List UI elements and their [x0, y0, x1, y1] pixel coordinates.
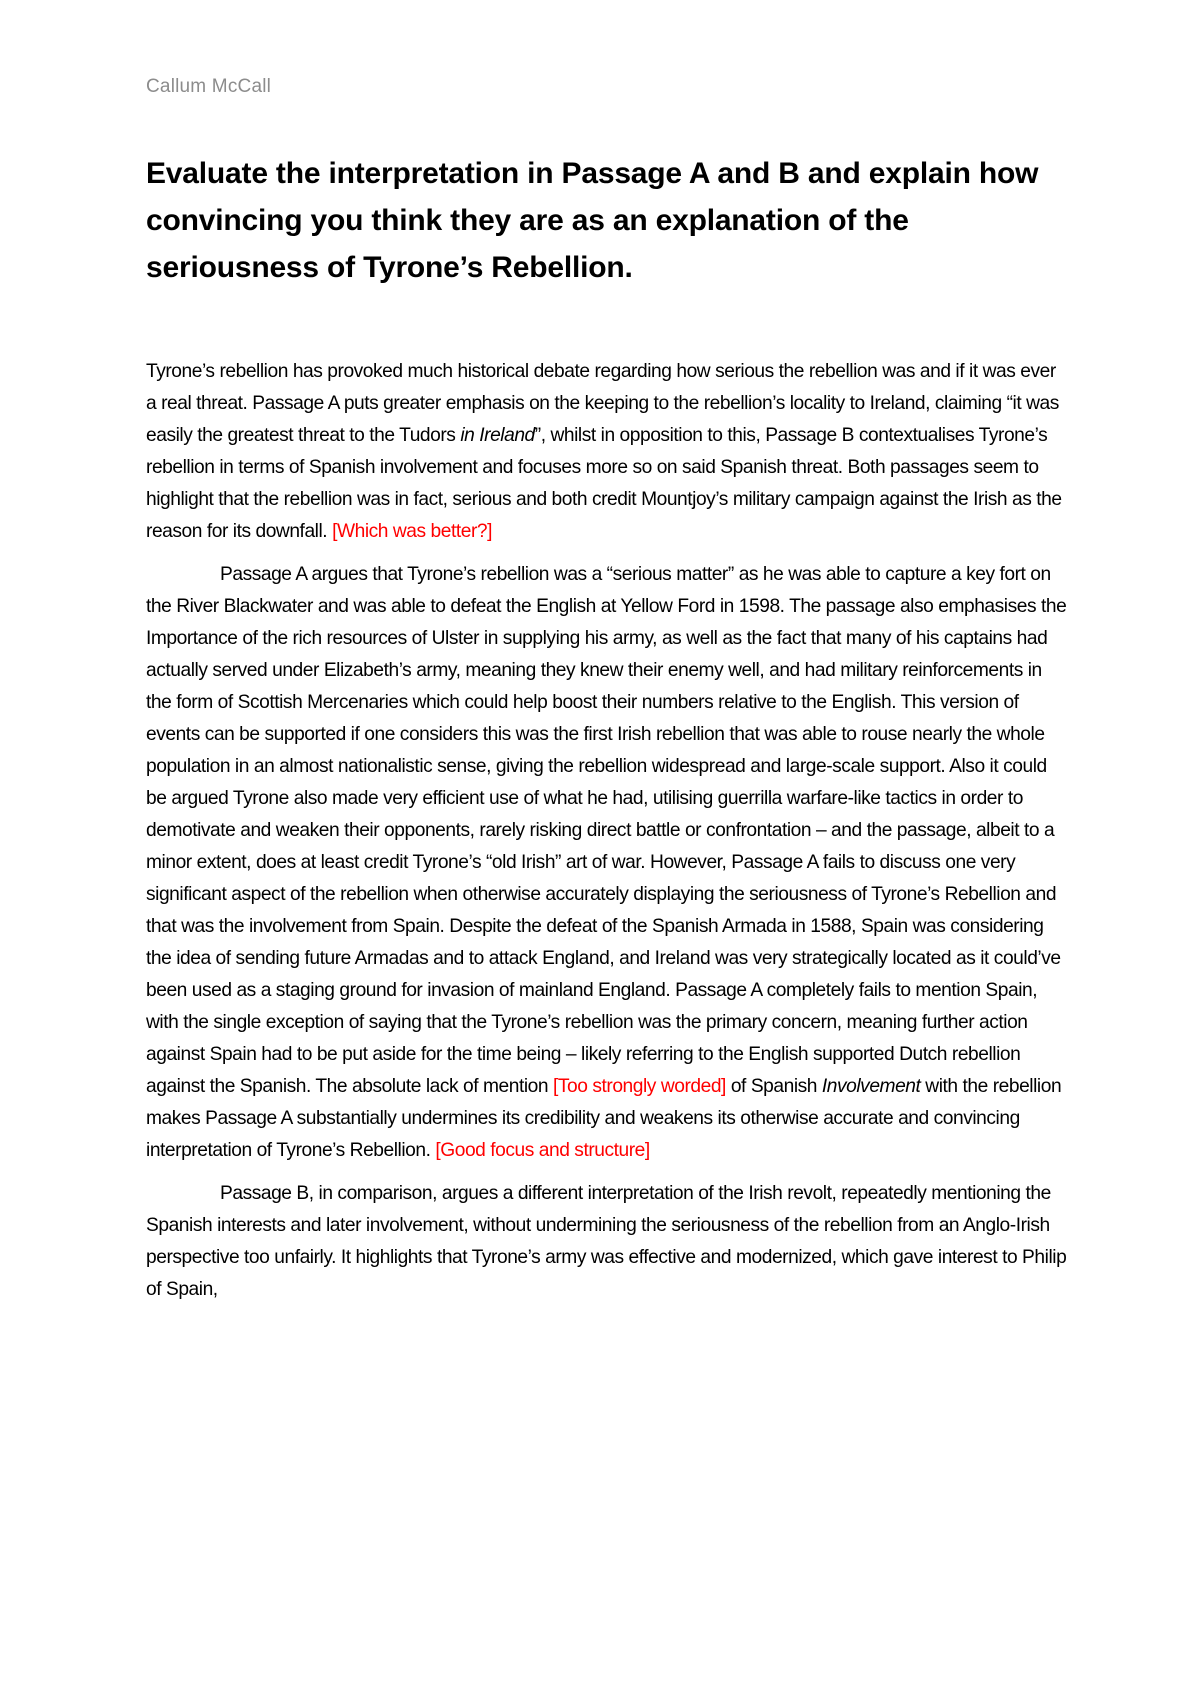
essay-body — [146, 356, 1070, 1317]
teacher-comment: [Good focus and structure] — [435, 1140, 650, 1161]
paragraph-text: ”, whilst in opposition to this, Passage B contextualises Tyrone’s rebellion in terms of Spanish involvement and focuses more so on said Spanish threat. Both passages seem to highlight that the rebellion was in fact, serious and both credit Mountjoy’s military campaign against the Irish as the reason for its downfall. — [146, 425, 1062, 542]
paragraph-passage-b — [146, 1178, 1070, 1306]
paragraph-text: Passage B, in comparison, argues a different interpretation of the Irish revolt, repeatedly mentioning the Spanish interests and later involvement, without undermining the seriousness of the rebellion from an Anglo-Irish perspective too unfairly. It highlights that Tyrone’s army was effective and modernized, which gave interest to Philip of Spain, — [146, 1183, 1067, 1300]
header-author: Callum McCall — [146, 76, 272, 97]
teacher-comment: [Which was better?] — [332, 521, 493, 542]
italic-text: Involvement — [821, 1076, 921, 1097]
teacher-comment: [Too strongly worded] — [553, 1076, 726, 1097]
paragraph-intro — [146, 356, 1070, 548]
paragraph-text: with the rebellion makes Passage A substantially undermines its credibility and weakens its otherwise accurate and convincing interpretation of Tyrone’s Rebellion. — [146, 1076, 1062, 1161]
paragraph-text: Tyrone’s rebellion has provoked much historical debate regarding how serious the rebellion was and if it was ever a real threat. Passage A puts greater emphasis on the keeping to the rebellion’s locality to Ireland, claiming “it was easily the greatest threat to the Tudors — [146, 361, 1059, 446]
italic-text: in Ireland — [460, 425, 535, 446]
paragraph-passage-a — [146, 559, 1070, 1167]
paragraph-text: Passage A argues that Tyrone’s rebellion was a “serious matter” as he was able to capture a key fort on the River Blackwater and was able to defeat the English at Yellow Ford in 1598. The passage also emphasises the Importance of the rich resources of Ulster in supplying his army, as well as the fact that many of his captains had actually served under Elizabeth’s army, meaning they knew their enemy well, and had military reinforcements in the form of Scottish Mercenaries which could help boost their numbers relative to the English. This version of events can be supported if one considers this was the first Irish rebellion that was able to rouse nearly the whole population in an almost nationalistic sense, giving the rebellion widespread and large-scale support. Also it could be argued Tyrone also made very efficient use of what he had, utilising guerrilla warfare-like tactics in order to demotivate and weaken their opponents, rarely risking direct battle or confrontation – and the passage, albeit to a minor extent, does at least credit Tyrone’s “old Irish” art of war. However, Passage A fails to discuss one very significant aspect of the rebellion when otherwise accurately displaying the seriousness of Tyrone’s Rebellion and that was the involvement from Spain. Despite the defeat of the Spanish Armada in 1588, Spain was considering the idea of sending future Armadas and to attack England, and Ireland was very strategically located as it could’ve been used as a staging ground for invasion of mainland England. Passage A completely fails to mention Spain, with the single exception of saying that the Tyrone’s rebellion was the primary concern, meaning further action against Spain had to be put aside for the time being – likely referring to the English supported Dutch rebellion against the Spanish. The absolute lack of mention — [146, 564, 1067, 1097]
paragraph-text: of Spanish — [725, 1076, 822, 1097]
essay-title: Evaluate the interpretation in Passage A and B and explain how convincing you think they are as an explanation of the seriousness of Tyrone’s Rebellion. — [146, 157, 1039, 284]
